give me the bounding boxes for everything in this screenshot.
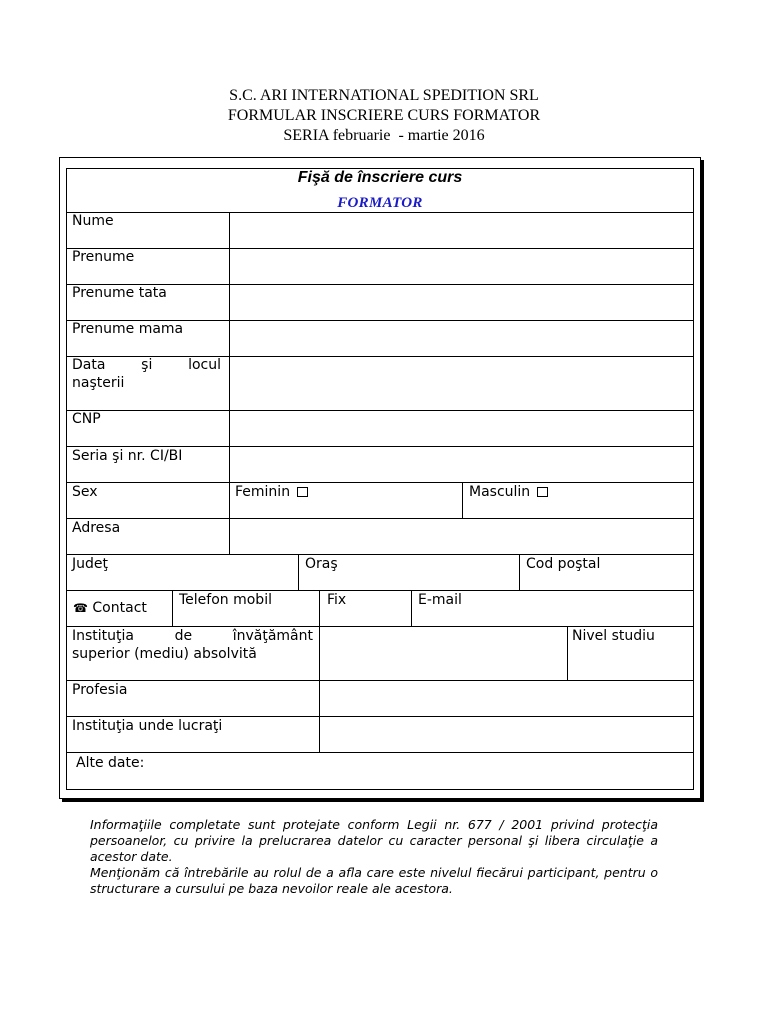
label-institutia-line2: superior (mediu) absolvită <box>72 646 257 662</box>
column-divider <box>298 554 299 590</box>
column-divider <box>172 590 173 626</box>
column-divider <box>319 590 320 626</box>
row-divider <box>66 482 694 483</box>
label-email: E-mail <box>418 592 462 608</box>
label-sex: Sex <box>72 484 98 500</box>
checkbox-icon[interactable] <box>537 487 548 497</box>
label-nivel-studiu: Nivel studiu <box>572 628 655 644</box>
row-divider <box>66 248 694 249</box>
form-subtitle: FORMATOR <box>337 195 423 211</box>
label-prenume-mama: Prenume mama <box>72 321 184 337</box>
row-divider <box>66 716 694 717</box>
label-data-locul-nasterii <box>72 357 221 373</box>
label-data-locul-line2: naşterii <box>72 375 125 391</box>
label-data-locul-line1: Data şi locul <box>72 357 221 373</box>
label-adresa: Adresa <box>72 520 121 536</box>
footnote-paragraph-2: Menţionăm că întrebările au rolul de a afla care este nivelul fiecărui participant, pentru o structurare a cursului pe baza nevoilor reale ale acestora. <box>90 865 658 896</box>
row-divider <box>66 212 694 213</box>
column-divider <box>567 626 568 680</box>
label-alte-date: Alte date: <box>76 755 145 771</box>
row-divider <box>66 410 694 411</box>
label-feminin: Feminin <box>235 484 291 500</box>
label-telefon-mobil: Telefon mobil <box>179 592 272 608</box>
form-title: Fişă de înscriere curs <box>297 169 463 186</box>
label-institutia-text1: Instituţia de învăţământ <box>72 628 313 644</box>
label-oras: Oraş <box>305 556 338 572</box>
label-institutia-lucrati: Instituţia unde lucraţi <box>72 718 223 734</box>
row-divider <box>66 554 694 555</box>
footnote-paragraph-1: Informaţiile completate sunt protejate conform Legii nr. 677 / 2001 privind protecţia persoanelor, cu privire la prelucrarea datelor cu caracter personal şi libera circulaţie a acestor date. <box>90 817 658 864</box>
label-profesia: Profesia <box>72 682 128 698</box>
row-divider <box>66 680 694 681</box>
document-header <box>0 86 768 146</box>
column-divider <box>462 482 463 518</box>
row-divider <box>66 446 694 447</box>
table-border-bottom <box>66 789 694 790</box>
form-heading: FORMULAR INSCRIERE CURS FORMATOR <box>227 107 541 124</box>
column-divider <box>319 626 320 752</box>
label-prenume-tata: Prenume tata <box>72 285 167 301</box>
label-contact: Contact <box>92 600 147 616</box>
option-feminin[interactable] <box>235 484 308 500</box>
checkbox-icon[interactable] <box>297 487 308 497</box>
row-divider <box>66 752 694 753</box>
label-cod-postal: Cod poştal <box>526 556 601 572</box>
table-border-left <box>66 168 67 790</box>
row-divider <box>66 518 694 519</box>
label-institutia-line1 <box>72 628 313 644</box>
column-divider <box>519 554 520 590</box>
row-divider <box>66 626 694 627</box>
label-prenume: Prenume <box>72 249 135 265</box>
label-cnp: CNP <box>72 411 101 427</box>
option-masculin[interactable] <box>469 484 548 500</box>
column-divider <box>229 212 230 554</box>
telephone-icon: ☎ <box>73 601 88 615</box>
label-seria-ci: Seria şi nr. CI/BI <box>72 448 183 464</box>
row-divider <box>66 590 694 591</box>
table-border-right <box>693 168 694 790</box>
form-frame <box>59 157 701 799</box>
label-fix: Fix <box>327 592 347 608</box>
company-name: S.C. ARI INTERNATIONAL SPEDITION SRL <box>229 87 539 104</box>
label-masculin: Masculin <box>469 484 531 500</box>
series-line: SERIA februarie - martie 2016 <box>283 127 485 144</box>
contact-label-group <box>73 600 147 616</box>
privacy-footnote <box>90 817 658 897</box>
label-judet: Judeţ <box>72 556 108 572</box>
label-nume: Nume <box>72 213 114 229</box>
column-divider <box>411 590 412 626</box>
